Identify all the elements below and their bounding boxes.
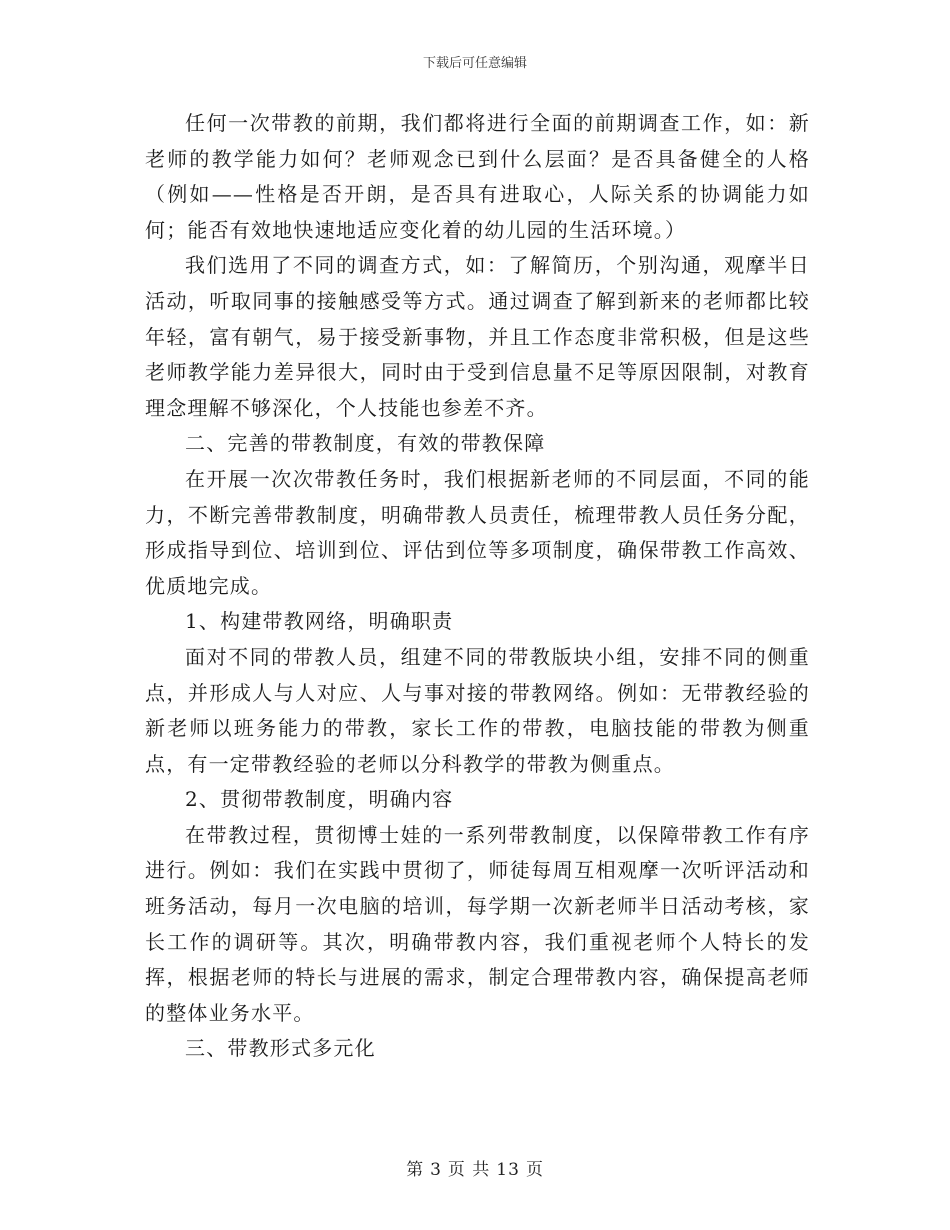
footer-suffix: 页 — [525, 1160, 544, 1180]
footer-prefix: 第 — [406, 1160, 425, 1180]
footer-page-number: 3 — [430, 1160, 442, 1180]
paragraph-implementation: 在带教过程，贯彻博士娃的一系列带教制度，以保障带教工作有序进行。例如：我们在实践中贯彻了，师徒每周互相观摩一次听评活动和班务活动，每月一次电脑的培训，每学期一次新老师半日活动考核，家长工作的调研等。其次，明确带教内容，我们重视老师个人特长的发挥，根据老师的特长与进展的需求，制定合理带教内容，确保提高老师的整体业务水平。 — [145, 822, 810, 1025]
footer-mid: 页 共 — [447, 1160, 491, 1180]
paragraph-survey-methods: 我们选用了不同的调查方式，如：了解简历，个别沟通，观摩半日活动，听取同事的接触感受等方式。通过调查了解到新来的老师都比较年轻，富有朝气，易于接受新事物，并且工作态度非常积极，但是这些老师教学能力差异很大，同时由于受到信息量不足等原因限制，对教育理念理解不够深化，个人技能也参差不齐。 — [145, 253, 810, 420]
page-footer — [0, 1155, 950, 1180]
subheading-2-2: 2、贯彻带教制度，明确内容 — [185, 787, 454, 812]
paragraph-network: 面对不同的带教人员，组建不同的带教版块小组，安排不同的侧重点，并形成人与人对应、人与事对接的带教网络。例如：无带教经验的新老师以班务能力的带教，家长工作的带教，电脑技能的带教为侧重点，有一定带教经验的老师以分科教学的带教为侧重点。 — [145, 644, 810, 776]
page-header: 下载后可任意编辑 — [422, 56, 527, 71]
document-body — [145, 106, 810, 1067]
section-heading-3: 三、带教形式多元化 — [185, 1036, 376, 1061]
paragraph-investigation: 任何一次带教的前期，我们都将进行全面的前期调查工作，如：新老师的教学能力如何？老师观念已到什么层面？是否具备健全的人格（例如——性格是否开朗，是否具有进取心，人际关系的协调能力如何；能否有效地快速地适应变化着的幼儿园的生活环境。） — [145, 111, 810, 242]
paragraph-system: 在开展一次次带教任务时，我们根据新老师的不同层面，不同的能力，不断完善带教制度，明确带教人员责任，梳理带教人员任务分配，形成指导到位、培训到位、评估到位等多项制度，确保带教工作高效、优质地完成。 — [145, 466, 810, 598]
footer-total-pages: 13 — [496, 1160, 520, 1180]
section-heading-2: 二、完善的带教制度，有效的带教保障 — [185, 431, 546, 456]
subheading-2-1: 1、构建带教网络，明确职责 — [185, 609, 454, 634]
